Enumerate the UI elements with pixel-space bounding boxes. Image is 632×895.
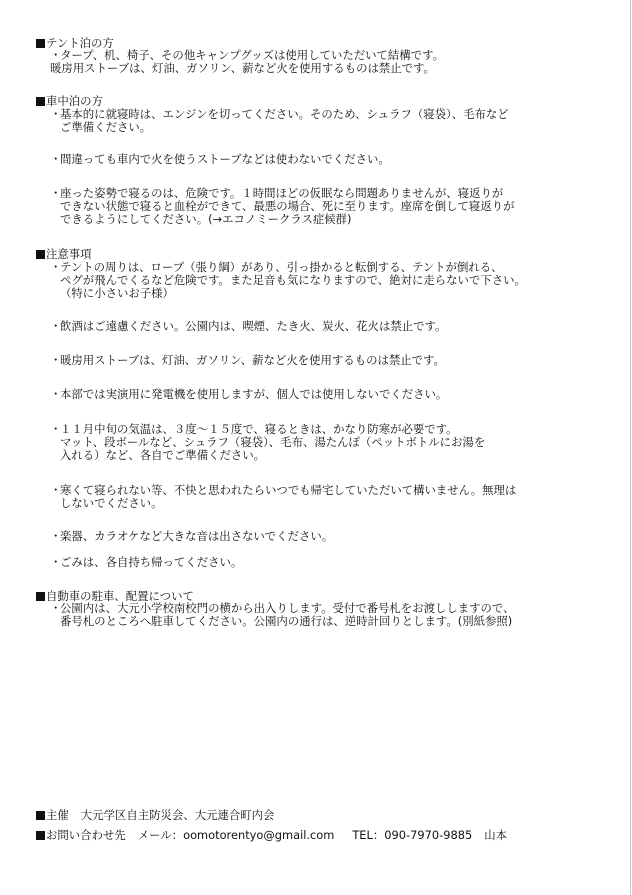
- bullet: ・: [50, 186, 62, 200]
- email-label: メール：: [137, 828, 184, 842]
- tel-label: TEL：: [352, 828, 385, 842]
- section-heading-car: 車中泊の方: [36, 95, 103, 108]
- square-bullet-icon: [36, 831, 45, 840]
- bullet: ・: [50, 319, 62, 333]
- section-heading-notes: 注意事項: [36, 248, 92, 261]
- bullet: ・: [50, 353, 62, 367]
- organizer-label: 主催: [46, 808, 69, 822]
- square-bullet-icon: [36, 250, 45, 259]
- bullet: ・: [50, 152, 62, 166]
- square-bullet-icon: [36, 592, 45, 601]
- footer-contact: [36, 829, 507, 842]
- bullet: ・: [50, 601, 62, 615]
- section-heading-tent: テント泊の方: [36, 37, 114, 50]
- tel-number: 090-7970-9885: [384, 828, 473, 842]
- bullet: ・: [50, 422, 62, 436]
- bullet: ・: [50, 387, 62, 401]
- footer-organizer: [36, 809, 274, 822]
- tent-extra-line: 暖房用ストーブは、灯油、ガソリン、薪など火を使用するものは禁止です。: [50, 61, 435, 75]
- section-heading-parking: 自動車の駐車、配置について: [36, 590, 194, 603]
- square-bullet-icon: [36, 97, 45, 106]
- contact-label: お問い合わせ先: [46, 828, 126, 842]
- page-edge: [630, 0, 631, 895]
- bullet: ・: [50, 529, 62, 543]
- bullet: ・: [50, 260, 62, 274]
- bullet: ・: [50, 555, 62, 569]
- bullet: ・: [50, 48, 62, 62]
- square-bullet-icon: [36, 811, 45, 820]
- organizer-names: 大元学区自主防災会、大元連合町内会: [80, 808, 275, 822]
- bullet: ・: [50, 107, 62, 121]
- contact-name: 山本: [484, 828, 507, 842]
- bullet: ・: [50, 483, 62, 497]
- square-bullet-icon: [36, 39, 45, 48]
- email-address: oomotorentyo@gmail.com: [183, 828, 335, 842]
